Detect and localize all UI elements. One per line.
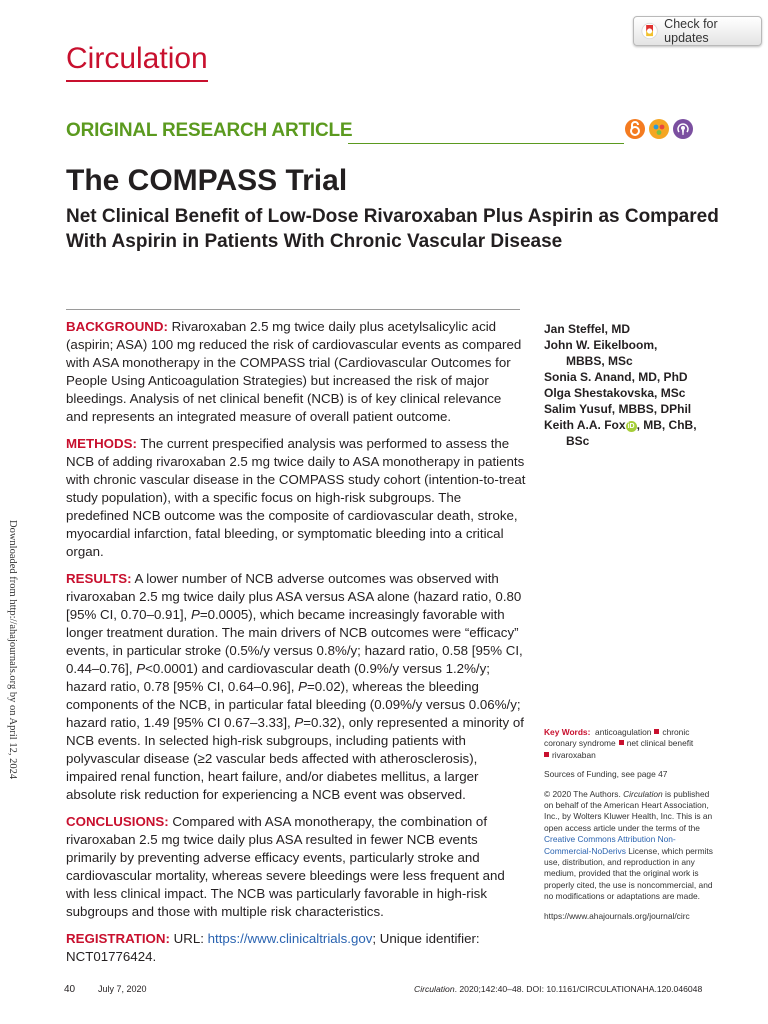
citation-details[interactable]: . 2020;142:40–48. DOI: 10.1161/CIRCULATIONAHA.120.046048 bbox=[454, 984, 703, 994]
author-name-with-orcid bbox=[544, 417, 734, 433]
conclusions-text: Compared with ASA monotherapy, the combination of rivaroxaban 2.5 mg twice daily plus ASA resulted in fewer NCB events primarily by preventing adverse efficacy events, particularly stroke and cardiovascular mortality, whereas severe bleedings were less frequent and with less clinical impact. The NCB was particularly favorable in high-risk subgroups and those with multiple risk characteristics. bbox=[66, 814, 505, 919]
registration-text-before: URL: bbox=[173, 931, 208, 946]
access-icons bbox=[624, 118, 694, 140]
license-text-3: License, which permits use, distribution, and reproduction in any medium, provided that the original work is properly cited, the use is noncommercial, and no modifications or adaptations are made. bbox=[544, 845, 713, 902]
podcast-icon[interactable] bbox=[672, 118, 694, 140]
registration-text-after: ; Unique identifier: NCT01776424. bbox=[66, 931, 480, 964]
conclusions-heading: CONCLUSIONS: bbox=[66, 814, 169, 829]
author-degrees: MBBS, MSc bbox=[566, 354, 633, 368]
bullet-square-icon bbox=[654, 729, 659, 734]
abstract bbox=[66, 318, 526, 975]
author-name[interactable]: John W. Eikelboom, bbox=[544, 338, 658, 352]
author-name[interactable]: Jan Steffel, MD bbox=[544, 322, 631, 336]
abstract-methods bbox=[66, 435, 526, 561]
abstract-conclusions bbox=[66, 813, 526, 921]
journal-name[interactable]: Circulation bbox=[66, 42, 208, 75]
p-value-label: P bbox=[294, 715, 304, 730]
bullet-square-icon bbox=[544, 752, 549, 757]
keyword[interactable]: chronic coronary syndrome bbox=[544, 727, 690, 749]
abstract-background bbox=[66, 318, 526, 426]
article-subtitle: Net Clinical Benefit of Low-Dose Rivaroxaban Plus Aspirin as Compared With Aspirin in Patients With Chronic Vascular Disease bbox=[66, 206, 719, 252]
download-note: Downloaded from http://ahajournals.org by on April 12, 2024 bbox=[7, 520, 18, 780]
background-text: Rivaroxaban 2.5 mg twice daily plus acetylsalicylic acid (aspirin; ASA) 100 mg reduced the risk of cardiovascular events as compared with ASA monotherapy in the COMPASS trial (Cardiovascular Outcomes for People Using Anticoagulation Strategies) but increased the risk of major bleedings. Analysis of net clinical benefit (NCB) is of key clinical relevance and represents an integrated measure of overall patient outcome. bbox=[66, 319, 522, 424]
keyword[interactable]: net clinical benefit bbox=[626, 738, 694, 749]
article-type: ORIGINAL RESEARCH ARTICLE bbox=[66, 120, 353, 141]
license-link[interactable]: Creative Commons Attribution Non-Commercial-NoDerivs bbox=[544, 834, 676, 856]
results-text-4: =0.02), whereas the bleeding components of the NCB, in particular fatal bleeding (0.09%/y versus 0.06%/y; hazard ratio, 1.49 [95% CI 0.67–3.33], bbox=[66, 679, 521, 730]
check-for-updates-button[interactable] bbox=[633, 16, 762, 46]
article-title: The COMPASS Trial bbox=[66, 164, 348, 197]
p-value-label: P bbox=[136, 661, 146, 676]
article-type-rule bbox=[348, 143, 624, 144]
license-text-2: is published on behalf of the American Heart Association, Inc., by Wolters Kluwer Health, Inc. This is an open access article under the terms of the bbox=[544, 788, 713, 833]
journal-url[interactable]: https://www.ahajournals.org/journal/circ bbox=[544, 910, 690, 921]
results-text-3: <0.0001) and cardiovascular death (0.9%/y versus 1.2%/y; hazard ratio, 0.78 [95% CI, 0.64–0.96], bbox=[66, 661, 490, 694]
citation bbox=[414, 984, 702, 994]
p-value-label: P bbox=[190, 607, 200, 622]
results-text-2: =0.0005), which became increasingly favorable with longer treatment duration. The main drivers of NCB outcomes were “efficacy” events, in particular stroke (0.5%/y versus 0.8%/y; hazard ratio, 0.58 [95% CI, 0.44–0.76], bbox=[66, 607, 523, 676]
bullet-square-icon bbox=[619, 740, 624, 745]
citation-journal: Circulation bbox=[414, 984, 455, 994]
results-text-5: =0.32), only represented a minority of NCB events. In selected high-risk subgroups, including patients with polyvascular disease (≥2 vascular beds affected with atherosclerosis), impaired renal function, heart failure, and/or diabetes mellitus, a larger absolute risk reduction for experiencing a NCB event was observed. bbox=[66, 715, 524, 802]
author-degrees: , MB, ChB, bbox=[636, 418, 697, 432]
journal-underline bbox=[66, 80, 208, 82]
keyword[interactable]: anticoagulation bbox=[595, 727, 652, 737]
abstract-results bbox=[66, 570, 526, 804]
abstract-top-rule bbox=[66, 309, 520, 310]
methods-heading: METHODS: bbox=[66, 436, 137, 451]
author-name[interactable]: Sonia S. Anand, MD, PhD bbox=[544, 370, 688, 384]
publication-date: July 7, 2020 bbox=[98, 984, 147, 994]
keywords bbox=[544, 727, 714, 761]
p-value-label: P bbox=[298, 679, 307, 694]
license-note bbox=[544, 789, 714, 903]
keyword[interactable]: rivaroxaban bbox=[552, 749, 596, 760]
page-number: 40 bbox=[64, 984, 76, 995]
author-name[interactable]: Keith A.A. Fox bbox=[544, 418, 626, 432]
methods-text: The current prespecified analysis was performed to assess the NCB of adding rivaroxaban 2.5 mg twice daily to ASA monotherapy in patients with chronic vascular disease in the COMPASS study cohort (intention-to-treat study population), with a specific focus on high-risk subgroups. The predefined NCB outcome was the composite of cardiovascular death, stroke, myocardial infarction, fatal bleeding, or symptomatic bleeding into a critical organ. bbox=[66, 436, 526, 559]
author-name[interactable]: Olga Shestakovska, MSc bbox=[544, 386, 686, 400]
results-text-1: A lower number of NCB adverse outcomes was observed with rivaroxaban 2.5 mg twice daily plus ASA versus ASA alone (hazard ratio, 0.80 [95% CI, 0.70–0.91], bbox=[66, 571, 522, 622]
open-access-icon[interactable] bbox=[624, 118, 646, 140]
crossmark-icon bbox=[641, 22, 658, 40]
author-list bbox=[544, 321, 734, 449]
license-text-1: © 2020 The Authors. bbox=[544, 788, 624, 799]
clinicaltrials-link[interactable]: https://www.clinicaltrials.gov bbox=[207, 931, 373, 946]
license-journal: Circulation bbox=[623, 788, 663, 799]
results-heading: RESULTS: bbox=[66, 571, 132, 586]
author-degrees: BSc bbox=[566, 434, 590, 448]
keywords-label: Key Words: bbox=[544, 727, 591, 737]
orcid-icon[interactable]: iD bbox=[627, 423, 635, 430]
abstract-registration bbox=[66, 930, 526, 966]
author-name[interactable]: Salim Yusuf, MBBS, DPhil bbox=[544, 402, 692, 416]
funding-note: Sources of Funding, see page 47 bbox=[544, 769, 668, 780]
background-heading: BACKGROUND: bbox=[66, 319, 168, 334]
registration-heading: REGISTRATION: bbox=[66, 931, 170, 946]
article-sidebar bbox=[544, 727, 714, 922]
infographic-icon[interactable] bbox=[648, 118, 670, 140]
check-for-updates-label: Check for updates bbox=[664, 17, 718, 45]
